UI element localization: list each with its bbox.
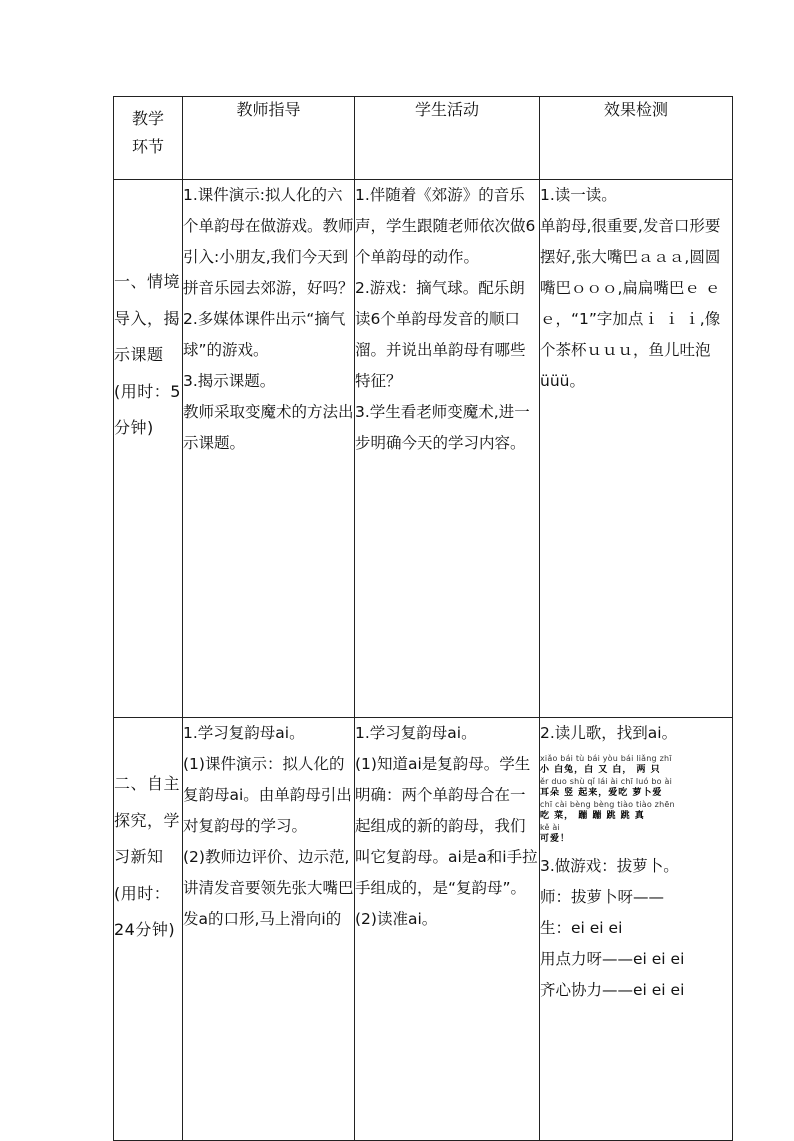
effect-step: 齐心协力——ei ei ei: [540, 981, 685, 999]
teacher-step: (1)课件演示：拟人化的复韵母ai。由单韵母引出对复韵母的学习。: [183, 755, 352, 835]
effect-step: 用点力呀——ei ei ei: [540, 950, 685, 968]
header-teacher: 教师指导: [183, 97, 355, 180]
stage-cell: 二、自主探究，学习新知(用时：24分钟): [114, 718, 183, 1141]
student-step: 2.游戏：摘气球。配乐朗读6个单韵母发音的顺口溜。并说出单韵母有哪些特征？: [355, 279, 526, 390]
teacher-step: 2.多媒体课件出示“摘气球”的游戏。: [183, 310, 346, 359]
lesson-plan-table: [113, 96, 733, 1141]
header-stage: 教学环节: [114, 97, 183, 180]
teacher-step: 教师采取变魔术的方法出示课题。: [183, 403, 354, 452]
header-row: [114, 97, 733, 180]
teacher-step: 3.揭示课题。: [183, 372, 276, 390]
student-step: (2)读准ai。: [355, 910, 438, 928]
student-step: 1.学习复韵母ai。: [355, 724, 477, 742]
header-student: 学生活动: [355, 97, 540, 180]
effect-cell: [540, 180, 733, 718]
rhyme-pinyin-line: ěr duo shù qǐ lái ài chī luó bo ài: [540, 777, 672, 786]
student-step: 1.伴随着《郊游》的音乐声，学生跟随老师依次做6个单韵母的动作。: [355, 186, 536, 266]
teacher-step: (2)教师边评价、边示范,讲清发音要领先张大嘴巴发a的口形,马上滑向i的: [183, 848, 354, 928]
teacher-step: 1.学习复韵母ai。: [183, 724, 305, 742]
student-step: (1)知道ai是复韵母。学生明确：两个单韵母合在一起组成的新的韵母，我们叫它复韵母。ai是a和i手拉手组成的，是“复韵母”。: [355, 755, 538, 897]
teacher-step: 1.课件演示:拟人化的六个单韵母在做游戏。教师引入:小朋友,我们今天到拼音乐园去郊游，好吗？: [183, 186, 354, 297]
header-effect: 效果检测: [540, 97, 733, 180]
rhyme-hanzi-line: 吃 菜， 蹦 蹦 跳 跳 真: [540, 811, 645, 821]
rhyme-image: [540, 753, 708, 845]
student-cell: [355, 180, 540, 718]
rhyme-pinyin-line: chī cài bèng bèng tiào tiào zhēn: [540, 800, 675, 809]
effect-step: 3.做游戏：拔萝卜。: [540, 857, 679, 875]
rhyme-hanzi-line: 可爱！: [540, 834, 571, 844]
effect-step: 2.读儿歌，找到ai。: [540, 724, 678, 742]
table-row: [114, 718, 733, 1141]
student-step: 3.学生看老师变魔术,进一步明确今天的学习内容。: [355, 403, 530, 452]
effect-step: 生：ei ei ei: [540, 919, 623, 937]
stage-cell: 一、情境导入，揭示课题(用时：5分钟): [114, 180, 183, 718]
table-row: [114, 180, 733, 718]
teacher-cell: [183, 718, 355, 1141]
effect-cell: [540, 718, 733, 1141]
rhyme-pinyin-line: xiǎo bái tù bái yòu bái liǎng zhī: [540, 754, 672, 763]
teacher-cell: [183, 180, 355, 718]
rhyme-hanzi-line: 耳朵 竖 起来，爱吃 萝卜爱: [540, 788, 663, 798]
student-cell: [355, 718, 540, 1141]
effect-step: 师：拔萝卜呀——: [540, 888, 665, 906]
effect-step: 1.读一读。: [540, 186, 617, 204]
effect-step: 单韵母,很重要,发音口形要摆好,张大嘴巴ａａａ,圆圆嘴巴ｏｏｏ,扁扁嘴巴ｅ ｅ ｅ，“1”字加点ｉ ｉ ｉ,像个茶杯ｕｕｕ，鱼儿吐泡üüü。: [540, 217, 721, 390]
rhyme-hanzi-line: 小 白兔，白 又 白， 两 只: [540, 765, 661, 775]
rhyme-pinyin-line: kě ài: [540, 823, 560, 832]
